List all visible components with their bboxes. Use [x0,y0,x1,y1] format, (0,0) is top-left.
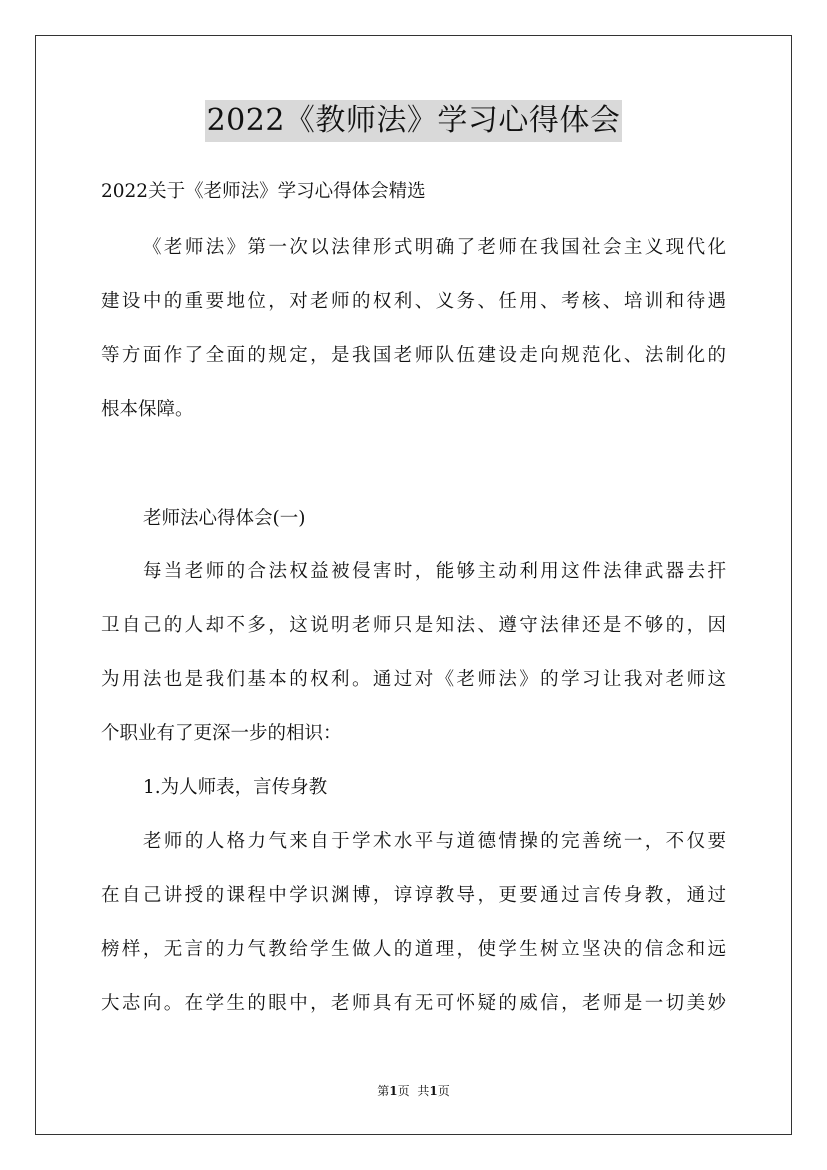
document-subtitle: 2022关于《老师法》学习心得体会精选 [101,181,426,202]
para1-line-1: 每当老师的合法权益被侵害时，能够主动利用这件法律武器去扞 [143,561,726,582]
title-container [0,100,827,142]
para2-line-1: 老师的人格力气来自于学术水平与道德情操的完善统一，不仅要 [143,831,726,852]
para1-line-3: 为用法也是我们基本的权利。通过对《老师法》的学习让我对老师这 [101,669,726,690]
page-footer [0,1082,827,1099]
footer-page-number: 1 [389,1084,398,1098]
footer-page-suffix: 页 [397,1084,410,1098]
section-heading: 老师法心得体会(一) [143,508,306,529]
para1-line-4: 个职业有了更深一步的相识： [101,723,342,744]
intro-line-3: 等方面作了全面的规定，是我国老师队伍建设走向规范化、法制化的 [101,345,726,366]
para2-line-2: 在自己讲授的课程中学识渊博，谆谆教导，更要通过言传身教，通过 [101,885,726,906]
intro-line-2: 建设中的重要地位，对老师的权利、义务、任用、考核、培训和待遇 [101,291,726,312]
footer-total-prefix: 共 [417,1084,430,1098]
footer-total-number: 1 [429,1084,438,1098]
document-title: 2022《教师法》学习心得体会 [205,100,623,142]
footer-total-suffix: 页 [437,1084,450,1098]
intro-line-1: 《老师法》第一次以法律形式明确了老师在我国社会主义现代化 [143,237,726,258]
para2-line-3: 榜样，无言的力气教给学生做人的道理，使学生树立坚决的信念和远 [101,939,726,960]
para2-line-4: 大志向。在学生的眼中，老师具有无可怀疑的威信，老师是一切美妙 [101,993,726,1014]
point1-heading: 1.为人师表，言传身教 [143,777,328,798]
para1-line-2: 卫自己的人却不多，这说明老师只是知法、遵守法律还是不够的，因 [101,615,726,636]
intro-line-4: 根本保障。 [101,399,194,420]
footer-page-prefix: 第 [377,1084,390,1098]
